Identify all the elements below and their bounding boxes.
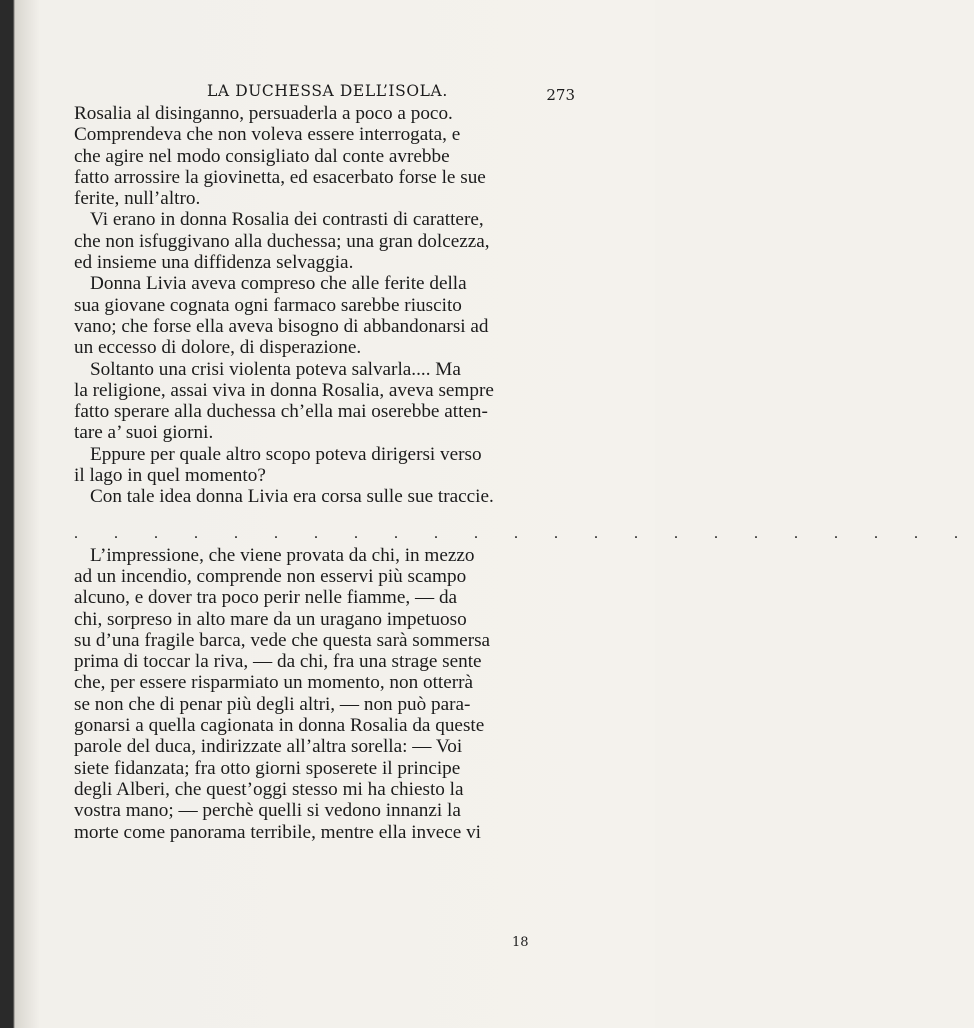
page-number: 273 <box>546 86 575 104</box>
text-line: Con tale idea donna Livia era corsa sulle sue traccie. <box>90 486 494 508</box>
text-line: Eppure per quale altro scopo poteva dirigersi verso <box>90 443 482 465</box>
text-line: prima di toccar la riva, — da chi, fra una strage sente <box>74 651 482 673</box>
text-line: Comprendeva che non voleva essere interrogata, e <box>74 124 461 146</box>
text-line: parole del duca, indirizzate all’altra sorella: — Voi <box>74 736 463 758</box>
text-line: ed insieme una diffidenza selvaggia. <box>74 252 354 274</box>
text-line: L’impressione, che viene provata da chi, in mezzo <box>90 544 475 566</box>
text-line: vano; che forse ella aveva bisogno di abbandonarsi ad <box>74 315 489 337</box>
text-line: ad un incendio, comprende non esservi più scampo <box>74 565 467 587</box>
text-line: su d’una fragile barca, vede che questa sarà sommersa <box>74 629 491 651</box>
paragraph <box>74 486 572 507</box>
text-line: che agire nel modo consigliato dal conte avrebbe <box>74 145 450 167</box>
text-line: ferite, null’altro. <box>74 188 201 210</box>
text-line: Donna Livia aveva compreso che alle ferite della <box>90 273 467 295</box>
text-line: Rosalia al disinganno, persuaderla a poco a poco. <box>74 103 453 124</box>
text-line: Vi erano in donna Rosalia dei contrasti di carattere, <box>90 209 484 231</box>
paragraph <box>74 545 572 843</box>
running-title: LA DUCHESSA DELL’ISOLA. <box>207 82 448 100</box>
section-separator: . . . . . . . . . . . . . . . . . . . . . . . <box>74 524 974 542</box>
text-line: chi, sorpreso in alto mare da un uragano impetuoso <box>74 608 467 630</box>
text-line: degli Alberi, che quest’oggi stesso mi ha chiesto la <box>74 778 464 800</box>
text-line: Soltanto una crisi violenta poteva salvarla.... Ma <box>90 358 461 380</box>
text-line: tare a’ suoi giorni. <box>74 422 214 444</box>
text-line: il lago in quel momento? <box>74 465 266 487</box>
paragraph <box>74 209 572 273</box>
text-line: sua giovane cognata ogni farmaco sarebbe riuscito <box>74 294 462 316</box>
text-line: alcuno, e dover tra poco perir nelle fiamme, — da <box>74 587 458 609</box>
text-line: la religione, assai viva in donna Rosalia, aveva sempre <box>74 379 494 401</box>
paragraph <box>74 103 572 209</box>
text-line: che, per essere risparmiato un momento, non otterrà <box>74 672 474 694</box>
text-line: fatto sperare alla duchessa ch’ella mai oserebbe atten- <box>74 401 488 423</box>
text-line: fatto arrossire la giovinetta, ed esacerbato forse le sue <box>74 166 486 188</box>
text-line: morte come panorama terribile, mentre ella invece vi <box>74 821 482 843</box>
text-line: che non isfuggivano alla duchessa; una gran dolcezza, <box>74 230 490 252</box>
paragraph <box>74 273 572 358</box>
paragraph <box>74 444 572 487</box>
text-line: vostra mano; — perchè quelli si vedono innanzi la <box>74 800 461 822</box>
text-line: un eccesso di dolore, di disperazione. <box>74 337 362 359</box>
text-line: se non che di penar più degli altri, — non può para- <box>74 693 471 715</box>
text-line: siete fidanzata; fra otto giorni sposerete il principe <box>74 757 461 779</box>
text-line: gonarsi a quella cagionata in donna Rosalia da queste <box>74 715 485 737</box>
paragraph <box>74 359 572 444</box>
signature-mark: 18 <box>512 935 529 950</box>
body-text <box>74 103 974 843</box>
